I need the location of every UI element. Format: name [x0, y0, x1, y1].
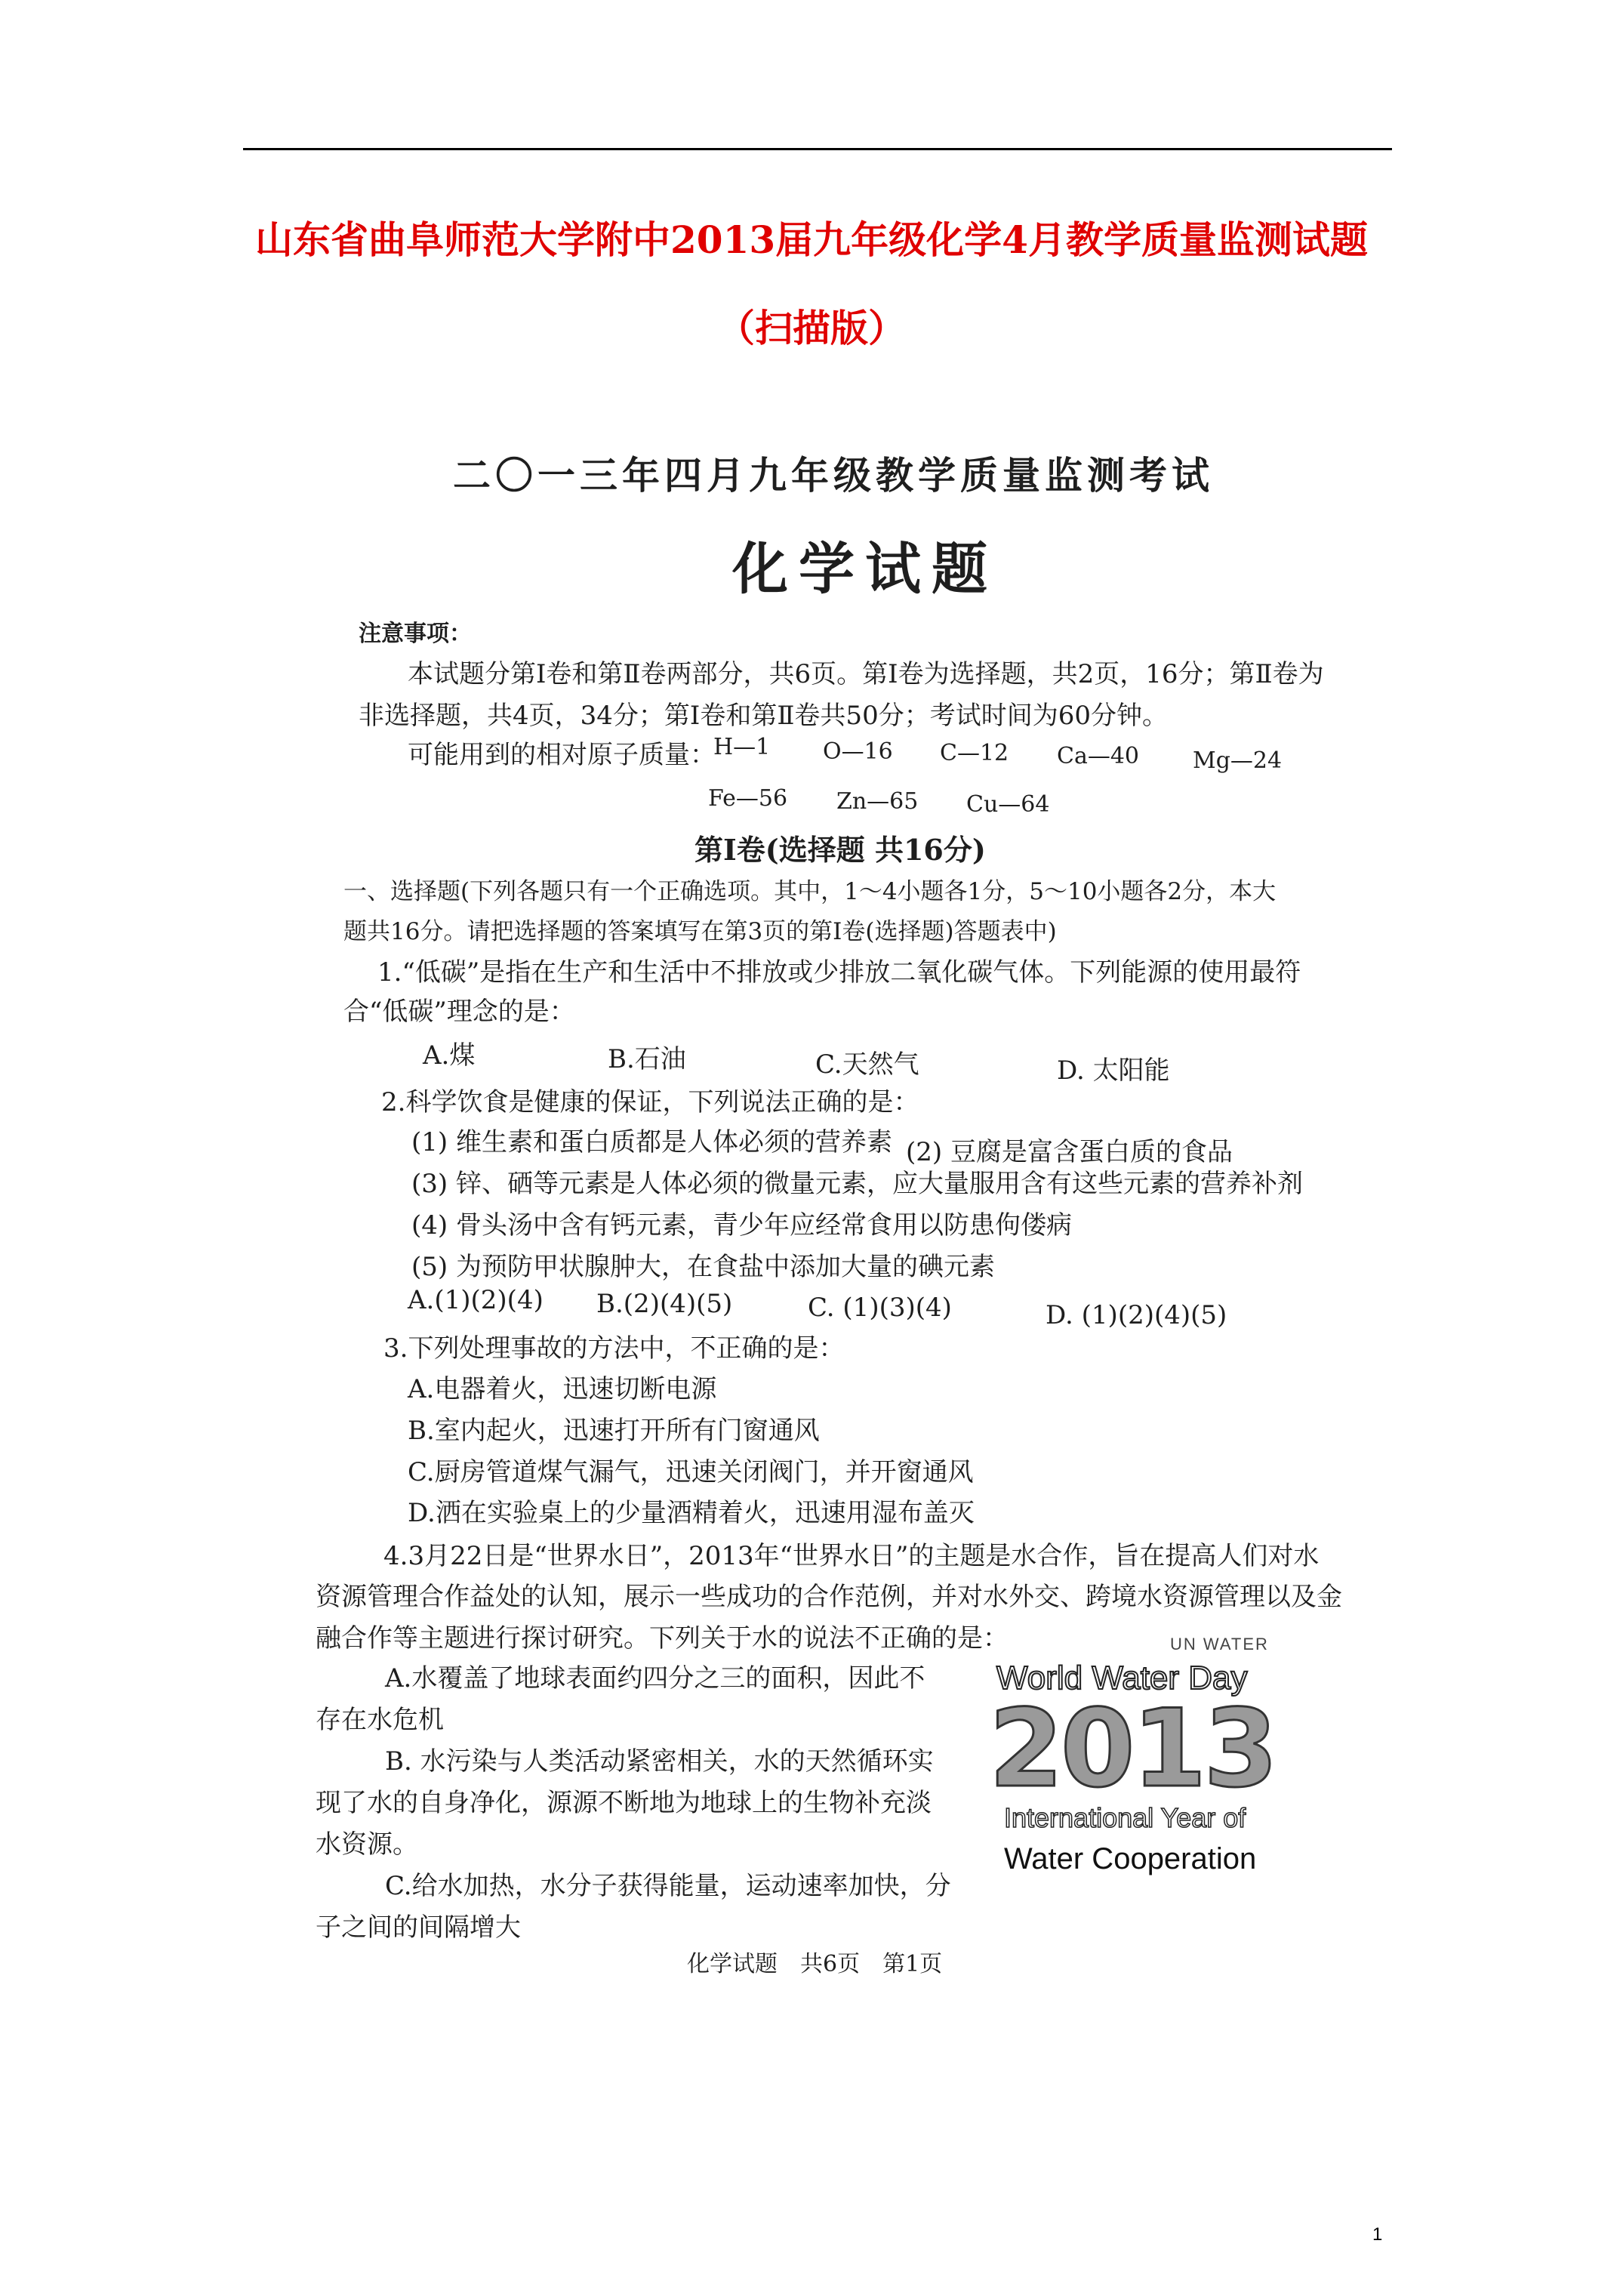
q3-option: C.厨房管道煤气漏气，迅速关闭阀门，并开窗通风: [408, 1457, 974, 1487]
q3-stem: 3.下列处理事故的方法中，不正确的是：: [383, 1333, 845, 1364]
q4-option: 存在水危机: [316, 1705, 444, 1735]
atomic-mass: O—16: [823, 738, 893, 765]
q4-stem: 资源管理合作益处的认知，展示一些成功的合作范例，并对水外交、跨境水资源管理以及金: [316, 1582, 1342, 1612]
q2-option: B.(2)(4)(5): [596, 1289, 733, 1319]
q1-option: C.天然气: [815, 1049, 919, 1080]
q4-option: 现了水的自身净化，源源不断地为地球上的生物补充淡: [316, 1788, 932, 1818]
q3-option: A.电器着火，迅速切断电源: [408, 1374, 717, 1404]
atomic-mass: Fe—56: [708, 785, 788, 812]
svg-text:World Water Day: World Water Day: [996, 1660, 1248, 1697]
q1-stem: 1.“低碳”是指在生产和生活中不排放或少排放二氧化碳气体。下列能源的使用最符: [377, 957, 1301, 988]
notice-heading: 注意事项：: [359, 621, 472, 647]
atomic-mass: Ca—40: [1057, 743, 1140, 769]
atomic-mass: Cu—64: [966, 791, 1050, 818]
q1-option: D. 太阳能: [1057, 1056, 1170, 1086]
q2-item: (4) 骨头汤中含有钙元素，青少年应经常食用以防患佝偻病: [411, 1210, 1072, 1240]
section-title: 第Ⅰ卷(选择题 共16分): [694, 833, 986, 867]
page-number: 1: [1372, 2224, 1383, 2245]
svg-text:2013: 2013: [989, 1687, 1276, 1811]
q4-stem: 4.3月22日是“世界水日”，2013年“世界水日”的主题是水合作，旨在提高人们对水: [383, 1541, 1320, 1571]
atomic-masses-label: 可能用到的相对原子质量：: [408, 740, 716, 770]
exam-title: 二〇一三年四月九年级教学质量监测考试: [453, 453, 1214, 498]
q4-option: B. 水污染与人类活动紧密相关，水的天然循环实: [385, 1746, 934, 1777]
q4-option: C.给水加热，水分子获得能量，运动速率加快，分: [385, 1871, 951, 1901]
document-subtitle: （扫描版）: [717, 306, 906, 350]
q2-item: (3) 锌、硒等元素是人体必须的微量元素，应大量服用含有这些元素的营养补剂: [411, 1169, 1303, 1199]
q4-option: A.水覆盖了地球表面约四分之三的面积，因此不: [385, 1663, 925, 1693]
q2-option: D. (1)(2)(4)(5): [1046, 1300, 1227, 1330]
q2-item: (2) 豆腐是富含蛋白质的食品: [906, 1137, 1233, 1167]
atomic-mass: Zn—65: [836, 788, 919, 815]
q2-stem: 2.科学饮食是健康的保证，下列说法正确的是：: [381, 1087, 919, 1117]
atomic-mass: H—1: [713, 734, 771, 760]
q3-option: B.室内起火，迅速打开所有门窗通风: [408, 1416, 820, 1446]
q3-option: D.洒在实验桌上的少量酒精着火，迅速用湿布盖灭: [408, 1498, 975, 1528]
scanned-exam-page: [294, 423, 1381, 1978]
exam-footer: 化学试题 共6页 第1页: [687, 1951, 943, 1977]
header-rule: [243, 148, 1392, 150]
q2-option: C. (1)(3)(4): [808, 1293, 952, 1323]
document-title: 山东省曲阜师范大学附中2013届九年级化学4月教学质量监测试题: [255, 217, 1368, 262]
q2-item: (5) 为预防甲状腺肿大，在食盐中添加大量的碘元素: [411, 1252, 995, 1282]
section-instructions: 一、选择题(下列各题只有一个正确选项。其中，1～4小题各1分，5～10小题各2分，本大: [343, 878, 1277, 905]
svg-text:International Year of: International Year of: [1004, 1802, 1246, 1833]
atomic-mass: Mg—24: [1193, 747, 1283, 774]
q1-option: B.石油: [608, 1044, 686, 1074]
svg-text:Water Cooperation: Water Cooperation: [1004, 1842, 1257, 1875]
world-water-day-logo: [989, 1620, 1321, 1891]
q4-option: 子之间的间隔增大: [316, 1912, 521, 1943]
q2-option: A.(1)(2)(4): [408, 1285, 544, 1315]
q1-stem: 合“低碳”理念的是：: [343, 997, 575, 1027]
exam-subject: 化学试题: [732, 537, 998, 602]
q4-option: 水资源。: [316, 1829, 418, 1860]
notice-line: 本试题分第Ⅰ卷和第Ⅱ卷两部分，共6页。第Ⅰ卷为选择题，共2页，16分；第Ⅱ卷为: [408, 659, 1324, 689]
q4-stem: 融合作等主题进行探讨研究。下列关于水的说法不正确的是：: [316, 1623, 1009, 1653]
q1-option: A.煤: [423, 1040, 476, 1071]
q2-item: (1) 维生素和蛋白质都是人体必须的营养素: [411, 1127, 892, 1157]
atomic-mass: C—12: [940, 740, 1009, 766]
notice-line: 非选择题，共4页，34分；第Ⅰ卷和第Ⅱ卷共50分；考试时间为60分钟。: [359, 701, 1168, 731]
section-instructions: 题共16分。请把选择题的答案填写在第3页的第Ⅰ卷(选择题)答题表中): [343, 918, 1057, 945]
svg-text:UN WATER: UN WATER: [1170, 1635, 1269, 1653]
